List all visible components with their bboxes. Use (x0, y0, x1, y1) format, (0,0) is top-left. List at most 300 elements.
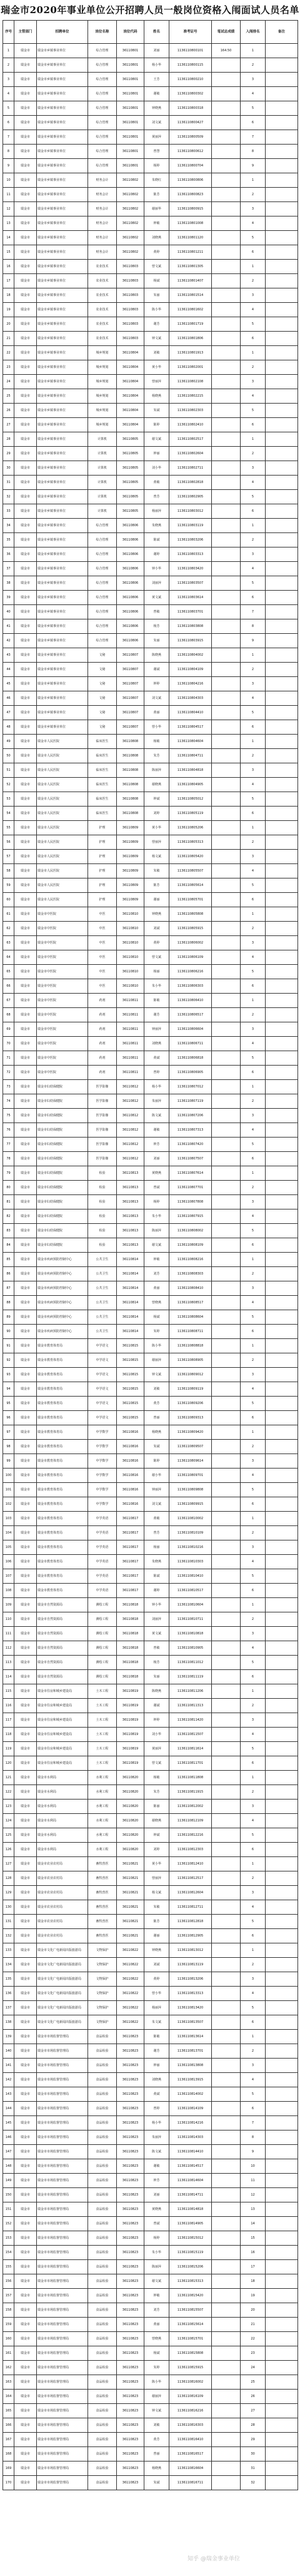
cell-position: 中医 (88, 979, 117, 994)
cell-remark (266, 2059, 298, 2073)
cell-name: 刘敏 (144, 346, 169, 360)
cell-department: 瑞金市 (14, 835, 37, 850)
cell-name: 黄婷 (144, 1972, 169, 1987)
cell-position: 财务会计 (88, 202, 117, 216)
cell-score (212, 1684, 241, 1699)
cell-position: 医学影像 (88, 1094, 117, 1109)
cell-ticket-number: 1136110805614 (169, 878, 212, 893)
cell-position-code: 36110801 (117, 58, 144, 73)
cell-department: 瑞金市 (14, 145, 37, 159)
cell-department: 瑞金市 (14, 677, 37, 691)
cell-remark (266, 2433, 298, 2447)
header-remark: 备注 (266, 21, 298, 44)
cell-index: 166 (3, 2418, 14, 2433)
cell-ticket-number: 1136110800915 (169, 202, 212, 216)
cell-remark (266, 375, 298, 389)
cell-score (212, 2102, 241, 2116)
cell-department: 瑞金市 (14, 1123, 37, 1138)
cell-name: 朱丽 (144, 1670, 169, 1684)
cell-ticket-number: 1136110809420 (169, 1425, 212, 1440)
cell-unit: 瑞金市乡镇事业单位 (37, 432, 88, 447)
table-row (3, 1871, 298, 1886)
cell-unit: 瑞金市教育体育局 (37, 1339, 88, 1353)
cell-position: 临床医生 (88, 807, 117, 821)
cell-position-code: 36110806 (117, 576, 144, 591)
cell-position-code: 36110806 (117, 562, 144, 576)
table-row (3, 260, 298, 274)
cell-position: 综合管理 (88, 159, 117, 173)
cell-position-code: 36110812 (117, 1094, 144, 1109)
cell-unit: 瑞金市疾病预防控制中心 (37, 1325, 88, 1339)
cell-ticket-number: 1136110814216 (169, 2116, 212, 2131)
cell-rank: 1 (241, 173, 266, 188)
cell-remark (266, 2001, 298, 2015)
cell-name: 谢婷 (144, 547, 169, 562)
table-row (3, 2087, 298, 2102)
cell-position: 药剂 (88, 1051, 117, 1066)
cell-position: 临床医生 (88, 792, 117, 807)
cell-remark (266, 1800, 298, 1814)
cell-unit: 瑞金市妇幼保健院 (37, 1138, 88, 1152)
cell-remark (266, 950, 298, 965)
cell-rank: 3 (241, 1800, 266, 1814)
cell-index: 132 (3, 1929, 14, 1943)
cell-unit: 瑞金市乡镇事业单位 (37, 519, 88, 533)
cell-index: 170 (3, 2476, 14, 2490)
cell-ticket-number: 1136110806002 (169, 936, 212, 950)
table-row (3, 576, 298, 591)
cell-name: 谢芳 (144, 2044, 169, 2059)
cell-position-code: 36110808 (117, 778, 144, 792)
cell-score (212, 116, 241, 130)
cell-rank: 27 (241, 2404, 266, 2418)
cell-ticket-number: 1136110803701 (169, 605, 212, 619)
cell-name: 陈晓燕 (144, 1684, 169, 1699)
cell-ticket-number: 1136110815420 (169, 2289, 212, 2303)
cell-score (212, 835, 241, 850)
cell-position-code: 36110820 (117, 1771, 144, 1785)
cell-index: 62 (3, 922, 14, 936)
cell-unit: 瑞金市市场监督管理局 (37, 2303, 88, 2318)
cell-rank: 4 (241, 1987, 266, 2001)
cell-index: 39 (3, 591, 14, 605)
cell-rank: 1 (241, 1684, 266, 1699)
cell-department: 瑞金市 (14, 1641, 37, 1656)
cell-rank: 2 (241, 1094, 266, 1109)
cell-department: 瑞金市 (14, 1296, 37, 1310)
cell-score (212, 1569, 241, 1584)
cell-department: 瑞金市 (14, 950, 37, 965)
cell-remark (266, 418, 298, 432)
cell-position: 文秘 (88, 663, 117, 677)
cell-remark (266, 490, 298, 504)
cell-department: 瑞金市 (14, 850, 37, 864)
cell-index: 44 (3, 663, 14, 677)
cell-unit: 瑞金市市场监督管理局 (37, 2433, 88, 2447)
cell-rank: 3 (241, 1022, 266, 1037)
cell-rank: 3 (241, 288, 266, 303)
cell-ticket-number: 1136110813915 (169, 2073, 212, 2087)
cell-ticket-number: 1136110816517 (169, 2447, 212, 2461)
cell-name: 陈婷 (144, 418, 169, 432)
cell-score (212, 476, 241, 490)
cell-score (212, 677, 241, 691)
cell-rank: 4 (241, 303, 266, 317)
cell-department: 瑞金市 (14, 260, 37, 274)
cell-unit: 瑞金市教育体育局 (37, 1483, 88, 1497)
cell-score (212, 145, 241, 159)
table-row (3, 1209, 298, 1224)
cell-ticket-number: 1136110808905 (169, 1353, 212, 1368)
table-row (3, 1382, 298, 1397)
cell-name: 黄斌 (144, 2087, 169, 2102)
cell-position-code: 36110823 (117, 2289, 144, 2303)
cell-name: 朱丽萍 (144, 1094, 169, 1109)
cell-department: 瑞金市 (14, 878, 37, 893)
cell-ticket-number: 1136110801305 (169, 260, 212, 274)
cell-unit: 瑞金市妇幼保健院 (37, 1181, 88, 1195)
cell-position-code: 36110801 (117, 116, 144, 130)
table-row (3, 2188, 298, 2202)
cell-position: 测绘工程 (88, 1627, 117, 1641)
cell-position: 中学数学 (88, 1454, 117, 1469)
table-row (3, 447, 298, 461)
cell-score (212, 1958, 241, 1972)
cell-name: 杨敏 (144, 1771, 169, 1785)
cell-index: 115 (3, 1684, 14, 1699)
cell-remark (266, 2318, 298, 2332)
cell-rank: 1 (241, 1253, 266, 1267)
cell-remark (266, 1454, 298, 1469)
cell-name: 钟文斌 (144, 332, 169, 346)
cell-index: 7 (3, 130, 14, 145)
cell-unit: 瑞金市市场监督管理局 (37, 2174, 88, 2188)
cell-index: 124 (3, 1814, 14, 1828)
cell-department: 瑞金市 (14, 1756, 37, 1771)
cell-rank: 28 (241, 2418, 266, 2433)
cell-score (212, 634, 241, 648)
cell-ticket-number: 1136110800704 (169, 159, 212, 173)
cell-index: 77 (3, 1138, 14, 1152)
cell-unit: 瑞金市市场监督管理局 (37, 2073, 88, 2087)
cell-position: 护理 (88, 821, 117, 835)
cell-department: 瑞金市 (14, 605, 37, 619)
cell-rank: 10 (241, 2159, 266, 2174)
cell-position: 计算机 (88, 476, 117, 490)
cell-remark (266, 735, 298, 749)
cell-index: 32 (3, 490, 14, 504)
cell-department: 瑞金市 (14, 2102, 37, 2116)
cell-remark (266, 533, 298, 547)
cell-rank: 26 (241, 2390, 266, 2404)
cell-position-code: 36110822 (117, 1958, 144, 1972)
cell-name: 王芳 (144, 73, 169, 87)
cell-name: 陈敏 (144, 2030, 169, 2044)
cell-position: 中学数学 (88, 1469, 117, 1483)
cell-remark (266, 1713, 298, 1728)
table-row (3, 821, 298, 835)
cell-name: 曾文斌 (144, 950, 169, 965)
cell-remark (266, 2274, 298, 2289)
cell-score (212, 1756, 241, 1771)
cell-position: 测绘工程 (88, 1656, 117, 1670)
table-row (3, 173, 298, 188)
cell-position-code: 36110810 (117, 965, 144, 979)
cell-index: 94 (3, 1382, 14, 1397)
cell-index: 15 (3, 245, 14, 260)
cell-index: 155 (3, 2260, 14, 2274)
table-row (3, 2418, 298, 2433)
cell-name: 钟敏 (144, 2289, 169, 2303)
cell-unit: 瑞金市人民医院 (37, 821, 88, 835)
cell-position-code: 36110804 (117, 346, 144, 360)
cell-position-code: 36110822 (117, 1943, 144, 1958)
cell-department: 瑞金市 (14, 1972, 37, 1987)
cell-position: 畜牧兽医 (88, 1871, 117, 1886)
cell-remark (266, 1411, 298, 1425)
cell-position: 临床医生 (88, 778, 117, 792)
table-row (3, 2001, 298, 2015)
cell-unit: 瑞金市人民医院 (37, 835, 88, 850)
cell-remark (266, 87, 298, 101)
cell-rank: 4 (241, 691, 266, 706)
cell-rank: 2 (241, 188, 266, 202)
cell-remark (266, 807, 298, 821)
cell-remark (266, 245, 298, 260)
cell-name: 曾丽 (144, 2447, 169, 2461)
cell-department: 瑞金市 (14, 1699, 37, 1713)
cell-remark (266, 2131, 298, 2145)
cell-name: 曾小华 (144, 720, 169, 735)
cell-name: 朱小华 (144, 979, 169, 994)
cell-remark (266, 1109, 298, 1123)
cell-position-code: 36110806 (117, 619, 144, 634)
cell-position: 财务会计 (88, 216, 117, 231)
cell-position-code: 36110809 (117, 821, 144, 835)
cell-unit: 瑞金市疾病预防控制中心 (37, 1267, 88, 1281)
cell-position: 中学英语 (88, 1512, 117, 1526)
cell-score (212, 1871, 241, 1886)
cell-remark (266, 317, 298, 332)
cell-unit: 瑞金市妇幼保健院 (37, 1080, 88, 1094)
cell-remark (266, 922, 298, 936)
cell-rank: 4 (241, 87, 266, 101)
cell-ticket-number: 1136110816002 (169, 2375, 212, 2390)
cell-ticket-number: 1136110810109 (169, 1526, 212, 1540)
cell-rank: 2 (241, 835, 266, 850)
cell-name: 杨文斌 (144, 850, 169, 864)
cell-department: 瑞金市 (14, 1958, 37, 1972)
cell-department: 瑞金市 (14, 288, 37, 303)
cell-rank: 2 (241, 1871, 266, 1886)
cell-remark (266, 2390, 298, 2404)
cell-department: 瑞金市 (14, 922, 37, 936)
cell-remark (266, 2404, 298, 2418)
cell-ticket-number: 1136110810905 (169, 1641, 212, 1656)
cell-name: 刘小华 (144, 461, 169, 476)
cell-score (212, 2418, 241, 2433)
cell-position-code: 36110809 (117, 850, 144, 864)
cell-name: 朱敏 (144, 1900, 169, 1915)
cell-position: 综合管理 (88, 547, 117, 562)
cell-position-code: 36110812 (117, 1152, 144, 1166)
cell-position: 中学英语 (88, 1526, 117, 1540)
cell-rank: 4 (241, 1469, 266, 1483)
cell-department: 瑞金市 (14, 634, 37, 648)
cell-score (212, 346, 241, 360)
cell-position: 计算机 (88, 461, 117, 476)
cell-score (212, 504, 241, 519)
cell-position-code: 36110804 (117, 360, 144, 375)
cell-department: 瑞金市 (14, 404, 37, 418)
cell-position-code: 36110823 (117, 2030, 144, 2044)
cell-position-code: 36110822 (117, 2001, 144, 2015)
cell-rank: 1 (241, 519, 266, 533)
table-row (3, 2059, 298, 2073)
cell-rank: 1 (241, 1080, 266, 1094)
cell-score (212, 87, 241, 101)
cell-name: 杨文斌 (144, 1886, 169, 1900)
cell-score (212, 950, 241, 965)
cell-remark (266, 1253, 298, 1267)
cell-remark (266, 1051, 298, 1066)
cell-index: 145 (3, 2116, 14, 2131)
cell-ticket-number: 1136110810517 (169, 1584, 212, 1598)
cell-index: 90 (3, 1325, 14, 1339)
cell-department: 瑞金市 (14, 1368, 37, 1382)
cell-index: 127 (3, 1857, 14, 1871)
cell-ticket-number: 1136110815808 (169, 2346, 212, 2361)
cell-ticket-number: 1136110808002 (169, 1224, 212, 1238)
candidate-table (2, 20, 298, 2490)
cell-unit: 瑞金市市场监督管理局 (37, 2289, 88, 2303)
cell-position: 食品检验 (88, 2102, 117, 2116)
cell-rank: 6 (241, 245, 266, 260)
table-row (3, 1699, 298, 1713)
cell-position: 综合管理 (88, 130, 117, 145)
table-row (3, 1713, 298, 1728)
cell-position: 综合管理 (88, 591, 117, 605)
cell-index: 105 (3, 1540, 14, 1555)
cell-ticket-number: 1136110816109 (169, 2390, 212, 2404)
cell-rank: 5 (241, 1569, 266, 1584)
cell-unit: 瑞金市中医院 (37, 979, 88, 994)
cell-index: 43 (3, 648, 14, 663)
cell-position: 食品检验 (88, 2260, 117, 2274)
cell-position: 中学数学 (88, 1440, 117, 1454)
cell-score (212, 907, 241, 922)
cell-unit: 瑞金市乡镇事业单位 (37, 260, 88, 274)
table-row (3, 648, 298, 663)
cell-position: 药剂 (88, 1066, 117, 1080)
cell-score (212, 1972, 241, 1987)
cell-rank: 5 (241, 490, 266, 504)
cell-unit: 瑞金市住房和城乡建设局 (37, 1713, 88, 1728)
cell-name: 钟芳 (144, 2174, 169, 2188)
cell-score (212, 648, 241, 663)
cell-position-code: 36110815 (117, 1353, 144, 1368)
cell-position-code: 36110801 (117, 130, 144, 145)
cell-ticket-number: 1136110809012 (169, 1368, 212, 1382)
cell-position-code: 36110812 (117, 1138, 144, 1152)
cell-department: 瑞金市 (14, 519, 37, 533)
cell-position: 食品检验 (88, 2390, 117, 2404)
cell-name: 刘敏 (144, 1382, 169, 1397)
cell-rank: 3 (241, 202, 266, 216)
table-row (3, 1627, 298, 1641)
cell-score (212, 73, 241, 87)
cell-unit: 瑞金市乡镇事业单位 (37, 317, 88, 332)
cell-remark (266, 1209, 298, 1224)
cell-score (212, 1915, 241, 1929)
cell-unit: 瑞金市疾病预防控制中心 (37, 1253, 88, 1267)
cell-rank: 5 (241, 1656, 266, 1670)
table-row (3, 1641, 298, 1656)
table-row (3, 735, 298, 749)
cell-score (212, 1382, 241, 1397)
cell-position-code: 36110809 (117, 835, 144, 850)
cell-position: 计算机 (88, 490, 117, 504)
cell-position: 畜牧兽医 (88, 1915, 117, 1929)
cell-index: 47 (3, 706, 14, 720)
cell-remark (266, 288, 298, 303)
cell-position-code: 36110823 (117, 2447, 144, 2461)
table-row (3, 432, 298, 447)
cell-rank: 5 (241, 792, 266, 807)
cell-unit: 瑞金市教育体育局 (37, 1425, 88, 1440)
cell-position: 食品检验 (88, 2418, 117, 2433)
cell-remark (266, 476, 298, 490)
cell-rank: 6 (241, 720, 266, 735)
cell-rank: 3 (241, 1195, 266, 1209)
cell-position: 中学语文 (88, 1397, 117, 1411)
cell-department: 瑞金市 (14, 303, 37, 317)
cell-index: 139 (3, 2030, 14, 2044)
cell-name: 钟丽萍 (144, 1483, 169, 1497)
cell-position: 护理 (88, 850, 117, 864)
cell-index: 108 (3, 1584, 14, 1598)
cell-ticket-number: 1136110805507 (169, 864, 212, 878)
cell-ticket-number: 1136110814711 (169, 2188, 212, 2202)
cell-name: 杨斌 (144, 274, 169, 288)
cell-score (212, 2044, 241, 2059)
cell-unit: 瑞金市妇幼保健院 (37, 1152, 88, 1166)
cell-ticket-number: 1136110813420 (169, 2001, 212, 2015)
cell-ticket-number: 1136110809507 (169, 1440, 212, 1454)
cell-position-code: 36110806 (117, 547, 144, 562)
cell-department: 瑞金市 (14, 2059, 37, 2073)
cell-position: 中医 (88, 965, 117, 979)
cell-position: 药剂 (88, 1022, 117, 1037)
cell-position-code: 36110803 (117, 332, 144, 346)
cell-unit: 瑞金市乡镇事业单位 (37, 58, 88, 73)
cell-position-code: 36110805 (117, 476, 144, 490)
cell-department: 瑞金市 (14, 1728, 37, 1742)
cell-remark (266, 2260, 298, 2274)
cell-unit: 瑞金市农业农村局 (37, 1871, 88, 1886)
cell-position: 中学英语 (88, 1555, 117, 1569)
cell-remark (266, 1008, 298, 1022)
cell-score (212, 1670, 241, 1684)
cell-name: 曾芳 (144, 1526, 169, 1540)
cell-unit: 瑞金市市场监督管理局 (37, 2131, 88, 2145)
cell-position: 食品检验 (88, 2375, 117, 2390)
cell-department: 瑞金市 (14, 1512, 37, 1526)
cell-index: 25 (3, 389, 14, 404)
cell-position: 药剂 (88, 994, 117, 1008)
cell-position: 畜牧兽医 (88, 1857, 117, 1871)
cell-index: 46 (3, 691, 14, 706)
